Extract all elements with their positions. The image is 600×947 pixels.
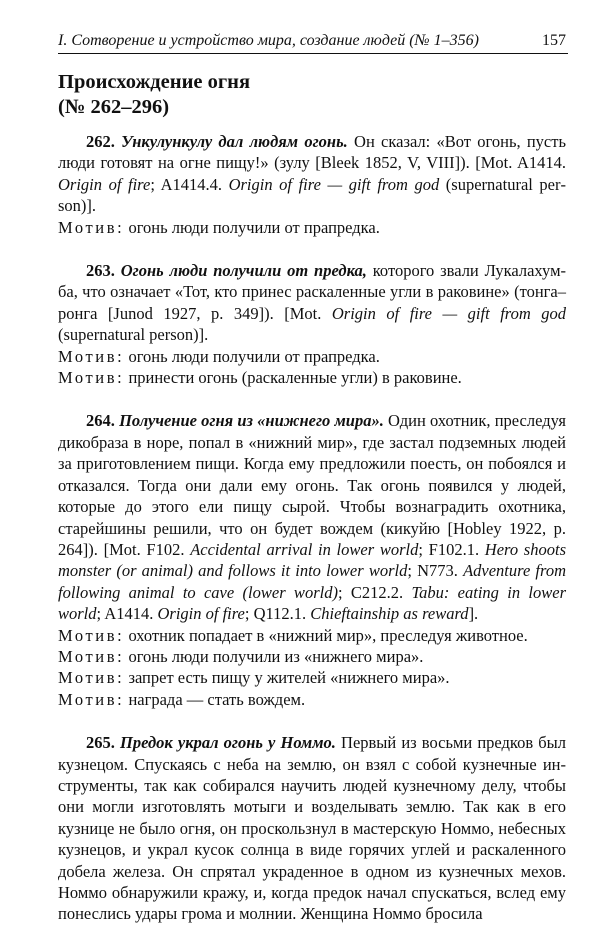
- motif-label: Мотив:: [58, 646, 125, 666]
- motif-index-title: Origin of fire: [58, 174, 151, 194]
- section-heading: [58, 70, 558, 120]
- motif-index-title: Chieftainship as reward: [310, 604, 469, 624]
- entry-text: [58, 732, 566, 925]
- motif-index-title: Hero shoots monster (or animal) and follows it into lower world: [58, 539, 566, 581]
- entry-262: [58, 131, 566, 238]
- entry-body: которого звали Лукалахумба, что означает «Тот, кто принес раскаленные угли в раковине» (тонга–ронга [Junod 1927, p. 349]). [Mot.: [58, 261, 567, 323]
- entry-title: Огонь люди получили от предка,: [120, 261, 367, 281]
- entry-265: [58, 732, 566, 925]
- entry-title: Получение огня из «нижнего мира».: [119, 411, 384, 431]
- entry-number: 264.: [86, 411, 115, 431]
- motif-line: [58, 667, 566, 688]
- motif-text: запрет есть пищу у жителей «нижнего мира».: [128, 668, 450, 688]
- motif-text: огонь люди получили от прапредка.: [128, 217, 380, 237]
- motif-line: [58, 646, 566, 667]
- motif-label: Мотив:: [58, 625, 125, 645]
- entry-title: Предок украл огонь у Номмо.: [119, 733, 336, 753]
- entry-body: ; C212.2.: [337, 582, 412, 602]
- entry-text: [58, 131, 566, 217]
- entry-body: Он сказал: «Вот огонь, пусть люди готовят на огне пищу!» (зулу [Bleek 1852, V, VIII]). [Mot. A1414.: [58, 132, 566, 173]
- motif-line: [58, 217, 566, 238]
- entry-body: ; A1414.: [96, 604, 158, 624]
- entry-body: ].: [468, 604, 479, 624]
- entry-number: 265.: [86, 733, 115, 753]
- entry-body: Один охотник, преследуя дикобраза в норе, попал в «нижний мир», где застал подземных людей за приготовлением пищи. Когда ему предложили поесть, он побоялся и отказался. Тогда они дали ему огонь. Так огонь появился у людей, которые до этого ели пищу сырой. Чтобы вознаградить охотника, старейшины решили, что он будет вождем (кикуйю [Hobley 1922, p. 264]). [Mot. F102.: [58, 411, 567, 559]
- motif-index-title: Origin of fire — gift from god: [331, 303, 567, 323]
- entries-list: [58, 131, 566, 947]
- motif-text: охотник попадает в «нижний мир», преследуя животное.: [128, 625, 528, 645]
- motif-label: Мотив:: [58, 668, 125, 688]
- motif-line: [58, 367, 566, 388]
- entry-title: Ункулункулу дал людям огонь.: [121, 132, 348, 151]
- motif-text: награда — стать вождем.: [128, 689, 306, 709]
- motif-text: принести огонь (раскаленные угли) в раковине.: [128, 368, 462, 388]
- motif-index-title: Tabu: eating in lower world: [58, 582, 566, 624]
- entry-263: [58, 260, 566, 388]
- entry-body: Первый из восьми предков был кузнецом. Спускаясь с неба на землю, он взял с собой кузнечные инструменты, так как собирался научить людей кузнечному делу, чтобы они могли изготовлять мотыги и возделывать землю. Так как в его кузнице не было огня, он проскользнул в мастерскую Номмо, небесных кузнецов, и украл кусок солнца в виде горячих углей и раскаленного добела железа. Он спрятал украденное в одном из кузнечных мехов. Номмо обнаружили кражу, и, когда предок начал спускаться, вслед ему понеслись удары грома и молнии. Женщина Номмо бросила: [58, 733, 566, 924]
- motif-text: огонь люди получили из «нижнего мира».: [128, 646, 424, 666]
- running-title: I. Сотворение и устройство мира, создание людей (№ 1–356): [58, 32, 479, 49]
- motif-text: огонь люди получили от прапредка.: [128, 346, 380, 366]
- section-title: Происхождение огня: [58, 71, 251, 93]
- entry-body: ; N773.: [407, 561, 464, 581]
- entry-body: ; F102.1.: [418, 539, 485, 559]
- motif-index-title: Origin of fire: [157, 604, 245, 624]
- header-rule: [58, 53, 568, 54]
- motif-index-title: Adventure from following animal to cave (lower world): [58, 561, 566, 602]
- motif-line: [58, 625, 566, 646]
- section-range: (№ 262–296): [58, 96, 170, 118]
- entry-body: (supernatural person)].: [58, 174, 567, 216]
- entry-body: ; A1414.4.: [150, 174, 229, 194]
- entry-number: 263.: [86, 261, 115, 281]
- motif-index-title: Origin of fire — gift from god: [228, 174, 440, 194]
- entry-body: (supernatural person)].: [58, 325, 209, 345]
- motif-index-title: Accidental arrival in lower world: [190, 539, 419, 559]
- motif-label: Мотив:: [58, 368, 125, 388]
- entry-264: [58, 410, 566, 710]
- entry-text: [58, 260, 566, 346]
- motif-line: [58, 689, 566, 710]
- motif-label: Мотив:: [58, 689, 125, 709]
- entry-number: 262.: [86, 132, 115, 151]
- motif-label: Мотив:: [58, 217, 125, 237]
- entry-body: ; Q112.1.: [244, 604, 311, 624]
- motif-line: [58, 346, 566, 367]
- page-number: 157: [542, 32, 566, 49]
- entry-text: [58, 410, 566, 624]
- motif-label: Мотив:: [58, 346, 125, 366]
